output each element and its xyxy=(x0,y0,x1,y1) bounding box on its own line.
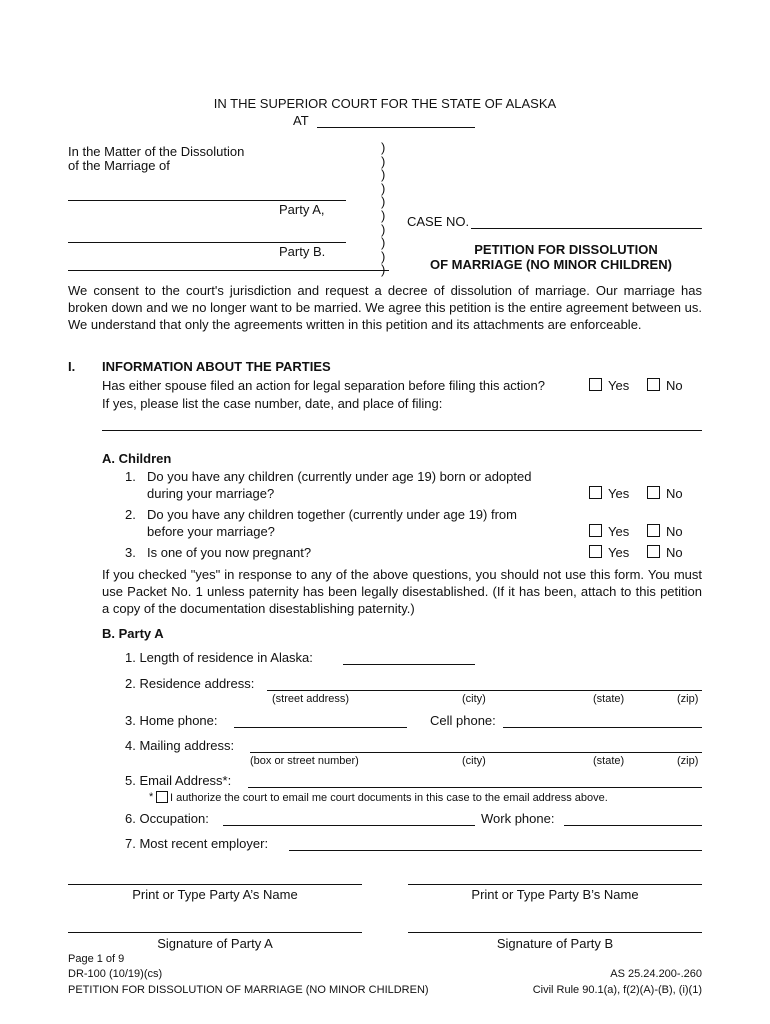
signature-a-field[interactable] xyxy=(68,932,362,933)
legal-sep-no-label: No xyxy=(666,378,683,393)
children-q2-yes-checkbox[interactable] xyxy=(589,524,602,537)
children-q3-yes-label: Yes xyxy=(608,545,630,560)
title-line-1: PETITION FOR DISSOLUTION xyxy=(474,242,658,257)
email-authorize-checkbox[interactable] xyxy=(156,791,168,803)
home-phone-field[interactable] xyxy=(234,727,407,728)
mailing-state-caption: (state) xyxy=(593,755,625,767)
cell-phone-field[interactable] xyxy=(503,727,702,728)
mailing-box-caption: (box or street number) xyxy=(250,755,359,767)
party-b-name-field[interactable] xyxy=(68,242,346,243)
email-authorize-text: I authorize the court to email me court documents in this case to the email address above. xyxy=(170,792,608,804)
party-a-name-field[interactable] xyxy=(68,200,346,201)
section-number: I. xyxy=(68,359,76,374)
print-name-b-caption: Print or Type Party B’s Name xyxy=(471,887,639,902)
legal-sep-yes-label: Yes xyxy=(608,378,630,393)
residence-state-caption: (state) xyxy=(593,693,625,705)
cell-phone-label: Cell phone: xyxy=(430,713,496,728)
children-q2-no-label: No xyxy=(666,524,683,539)
children-q2-line1: Do you have any children together (currently under age 19) from xyxy=(147,507,517,522)
email-label: 5. Email Address*: xyxy=(125,773,232,788)
children-q1-yes-checkbox[interactable] xyxy=(589,486,602,499)
residence-zip-caption: (zip) xyxy=(677,693,699,705)
party-b-label: Party B. xyxy=(279,244,326,259)
children-q1-no-checkbox[interactable] xyxy=(647,486,660,499)
mailing-address-field[interactable] xyxy=(250,752,702,753)
legal-sep-details-field[interactable] xyxy=(102,430,702,431)
statute-reference: AS 25.24.200-.260 xyxy=(610,968,702,980)
children-warning: If you checked "yes" in response to any of the above questions, you should not use this form. You must use Packet No. 1 unless paternity has been legally disestablished. (If it has been, attach to this petition a copy of the documentation disestablishing paternity.) xyxy=(102,567,702,616)
signature-a-caption: Signature of Party A xyxy=(157,936,273,951)
party-a-heading: B. Party A xyxy=(102,626,164,641)
occupation-label: 6. Occupation: xyxy=(125,811,209,826)
form-title-footer: PETITION FOR DISSOLUTION OF MARRIAGE (NO MINOR CHILDREN) xyxy=(68,984,429,996)
children-q1-number: 1. xyxy=(125,469,136,484)
residence-address-field[interactable] xyxy=(267,690,702,691)
children-q1-line2: during your marriage? xyxy=(147,486,275,501)
children-q3-no-checkbox[interactable] xyxy=(647,545,660,558)
mailing-address-label: 4. Mailing address: xyxy=(125,738,235,753)
print-name-a-field[interactable] xyxy=(68,884,362,885)
court-heading: IN THE SUPERIOR COURT FOR THE STATE OF ALASKA xyxy=(213,96,557,111)
form-number: DR-100 (10/19)(cs) xyxy=(68,968,163,980)
mailing-city-caption: (city) xyxy=(462,755,486,767)
occupation-field[interactable] xyxy=(223,825,475,826)
signature-b-caption: Signature of Party B xyxy=(496,936,614,951)
home-phone-label: 3. Home phone: xyxy=(125,713,218,728)
residence-city-caption: (city) xyxy=(462,693,486,705)
children-q3-yes-checkbox[interactable] xyxy=(589,545,602,558)
children-q3-number: 3. xyxy=(125,545,136,560)
employer-label: 7. Most recent employer: xyxy=(125,836,269,851)
page-number: Page 1 of 9 xyxy=(68,953,125,965)
email-note-star: * xyxy=(149,791,154,803)
work-phone-field[interactable] xyxy=(564,825,702,826)
matter-line-1: In the Matter of the Dissolution xyxy=(68,144,245,159)
at-label: AT xyxy=(293,113,309,128)
employer-field[interactable] xyxy=(289,850,702,851)
signature-b-field[interactable] xyxy=(408,932,702,933)
children-q3-no-label: No xyxy=(666,545,683,560)
case-no-label: CASE NO. xyxy=(407,214,470,229)
residence-address-label: 2. Residence address: xyxy=(125,676,255,691)
at-location-field[interactable] xyxy=(317,127,475,128)
intro-paragraph: We consent to the court's jurisdiction and request a decree of dissolution of marriage. Our marriage has broken down and we no longer want to be married. We agree this petition is the entire agreement between us. We understand that only the agreements written in this petition and its attachments are enforceable. xyxy=(68,283,702,332)
children-q2-yes-label: Yes xyxy=(608,524,630,539)
children-heading: A. Children xyxy=(102,451,172,466)
email-field[interactable] xyxy=(248,787,702,788)
case-no-field[interactable] xyxy=(471,228,702,229)
legal-sep-yes-checkbox[interactable] xyxy=(589,378,602,391)
residence-street-caption: (street address) xyxy=(272,693,350,705)
print-name-b-field[interactable] xyxy=(408,884,702,885)
title-line-2: OF MARRIAGE (NO MINOR CHILDREN) xyxy=(430,257,672,272)
section-title: INFORMATION ABOUT THE PARTIES xyxy=(102,359,331,374)
civil-rule-reference: Civil Rule 90.1(a), f(2)(A)-(B), (i)(1) xyxy=(532,984,702,996)
if-yes-instructions: If yes, please list the case number, date, and place of filing: xyxy=(102,396,443,411)
legal-sep-no-checkbox[interactable] xyxy=(647,378,660,391)
residence-length-label: 1. Length of residence in Alaska: xyxy=(125,650,313,665)
children-q1-line1: Do you have any children (currently under age 19) born or adopted xyxy=(147,469,532,484)
children-q2-no-checkbox[interactable] xyxy=(647,524,660,537)
residence-length-field[interactable] xyxy=(343,664,475,665)
matter-line-2: of the Marriage of xyxy=(68,158,170,173)
children-q2-line2: before your marriage? xyxy=(147,524,275,539)
children-q3-line1: Is one of you now pregnant? xyxy=(147,545,312,560)
caption-bottom-rule xyxy=(68,270,389,271)
children-q1-yes-label: Yes xyxy=(608,486,630,501)
party-a-label: Party A, xyxy=(279,202,325,217)
children-q1-no-label: No xyxy=(666,486,683,501)
work-phone-label: Work phone: xyxy=(481,811,555,826)
children-q2-number: 2. xyxy=(125,507,136,522)
legal-separation-question: Has either spouse filed an action for legal separation before filing this action? xyxy=(102,378,545,393)
caption-bracket: ) ) ) ) ) ) ) ) ) ) xyxy=(381,140,386,278)
print-name-a-caption: Print or Type Party A’s Name xyxy=(132,887,298,902)
mailing-zip-caption: (zip) xyxy=(677,755,699,767)
